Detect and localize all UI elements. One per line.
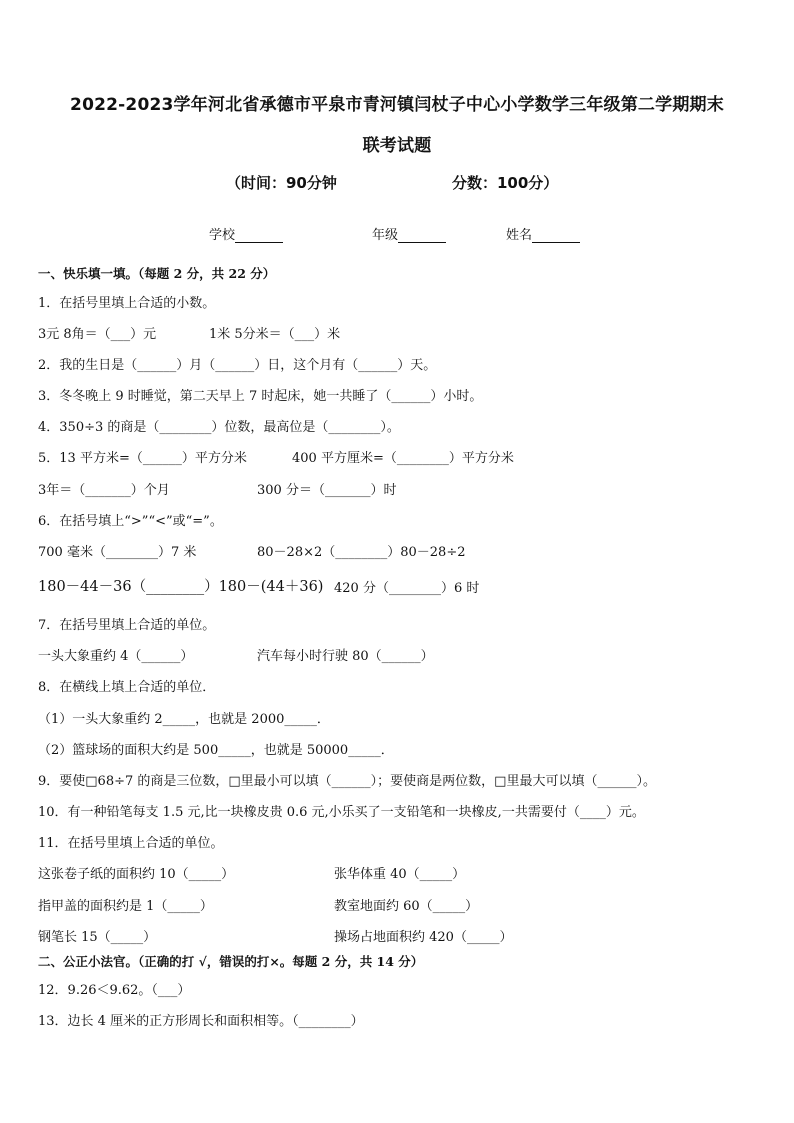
exam-time: （时间：90分钟: [226, 174, 337, 192]
question-6: 6．在括号填上“>”“<”或“=”。: [38, 514, 223, 529]
question-6b: 80－28×2（________）80－28÷2: [257, 545, 466, 560]
question-3: 3．冬冬晚上 9 时睡觉，第二天早上 7 时起床，她一共睡了（______）小时。: [38, 389, 483, 404]
question-11c: 指甲盖的面积约是 1（_____）: [38, 899, 213, 914]
question-8-part1: （1）一头大象重约 2_____，也就是 2000_____．: [38, 712, 330, 727]
question-11f: 操场占地面积约 420（_____）: [334, 930, 513, 945]
question-2: 2．我的生日是（______）月（______）日，这个月有（______）天。: [38, 358, 437, 373]
question-8-part2: （2）篮球场的面积大约是 500_____，也就是 50000_____．: [38, 743, 394, 758]
question-1b: 1米 5分米＝（___）米: [209, 327, 341, 342]
school-field[interactable]: [209, 224, 283, 243]
question-7a: 一头大象重约 4（______）: [38, 649, 194, 664]
question-13: 13．边长 4 厘米的正方形周长和面积相等。（________）: [38, 1014, 364, 1029]
grade-field[interactable]: [372, 224, 446, 243]
section2-heading: 二、公正小法官。（正确的打 √，错误的打×。每题 2 分，共 14 分）: [38, 954, 424, 969]
question-12: 12．9.26＜9.62。（___）: [38, 983, 191, 998]
question-5d: 300 分＝（_______）时: [257, 483, 397, 498]
name-blank[interactable]: [532, 230, 580, 243]
question-1: 1．在括号里填上合适的小数。: [38, 296, 216, 311]
exam-title-line2: 联考试题: [362, 136, 432, 156]
question-6d: 420 分（________）6 时: [334, 581, 480, 596]
question-5c: 3年＝（_______）个月: [38, 483, 170, 498]
question-10: 10．有一种铅笔每支 1.5 元,比一块橡皮贵 0.6 元,小乐买了一支铅笔和一块橡皮,一共需要付（____）元。: [38, 805, 645, 820]
question-11d: 教室地面约 60（_____）: [334, 899, 479, 914]
school-blank[interactable]: [235, 230, 283, 243]
question-7: 7．在括号里填上合适的单位。: [38, 618, 216, 633]
school-label: 学校: [209, 228, 236, 243]
question-11e: 钢笔长 15（_____）: [38, 930, 157, 945]
question-4: 4．350÷3 的商是（________）位数，最高位是（________）。: [38, 420, 400, 435]
name-label: 姓名: [506, 228, 533, 243]
question-5a: 5．13 平方米=（______）平方分米: [38, 451, 247, 466]
question-8: 8．在横线上填上合适的单位．: [38, 680, 216, 695]
question-6c: 180－44－36（________）180－(44＋36): [38, 579, 324, 595]
grade-label: 年级: [372, 228, 399, 243]
question-5b: 400 平方厘米=（________）平方分米: [292, 451, 514, 466]
section1-heading: 一、快乐填一填。（每题 2 分，共 22 分）: [38, 266, 276, 281]
exam-title-line1: 2022-2023学年河北省承德市平泉市青河镇闫杖子中心小学数学三年级第二学期期末: [70, 95, 724, 115]
exam-score: 分数：100分）: [452, 174, 559, 192]
grade-blank[interactable]: [398, 230, 446, 243]
question-11b: 张华体重 40（_____）: [334, 867, 466, 882]
question-9: 9．要使□68÷7 的商是三位数，□里最小可以填（______）；要使商是两位数，□里最大可以填（______）。: [38, 774, 656, 789]
question-11: 11．在括号里填上合适的单位。: [38, 836, 224, 851]
name-field[interactable]: [506, 224, 580, 243]
question-7b: 汽车每小时行驶 80（______）: [257, 649, 434, 664]
question-1a: 3元 8角＝（___）元: [38, 327, 157, 342]
question-11a: 这张卷子纸的面积约 10（_____）: [38, 867, 235, 882]
question-6a: 700 毫米（________）7 米: [38, 545, 197, 560]
